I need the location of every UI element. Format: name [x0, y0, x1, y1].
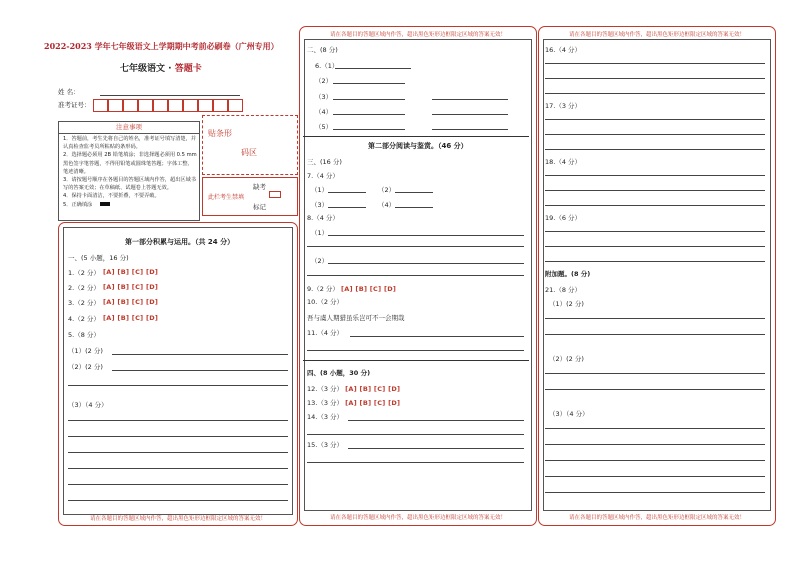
id-digit-cell[interactable]: [93, 99, 108, 112]
notice-item: 1．答题前，考生先将自己的姓名，准考证号填写清楚，并认真检查监考员所粘贴的条形码。: [63, 136, 196, 151]
q4-options[interactable]: [A] [B] [C] [D]: [103, 314, 159, 322]
q12-label-text: 12.（3 分）: [307, 385, 344, 393]
q8-label: 8.（4 分）: [307, 214, 339, 222]
notice-item-fill-example: [63, 201, 197, 209]
answer-line[interactable]: [335, 68, 411, 69]
notice-item: 3．请按题号顺序在各题目的答题区域内作答，超出区域书写的答案无效；在草稿纸、试题卷上答题无效。: [63, 177, 196, 192]
q7-3-label: （3）: [311, 201, 329, 209]
answer-line[interactable]: [328, 207, 366, 208]
answer-line[interactable]: [545, 134, 765, 135]
q2-label: 2.（2 分）: [68, 284, 100, 292]
q9-label-text: 9.（2 分）: [307, 285, 339, 293]
notice-list: [63, 135, 197, 209]
q8-1-label: （1）: [311, 229, 329, 237]
answer-line[interactable]: [545, 246, 765, 247]
q17-label: 17.（3 分）: [545, 102, 582, 110]
notice-item: 2．选择题必须用 2B 铅笔填涂；非选择题必须用 0.5 mm 黑色签字笔答题，不得用铅笔或圆珠笔答题；字体工整、笔迹清晰。: [63, 152, 197, 175]
answer-line[interactable]: [328, 235, 524, 236]
id-digit-cell[interactable]: [123, 99, 138, 112]
bonus-section-label: 附加题。(8 分): [545, 270, 591, 278]
q7-label: 7.（4 分）: [307, 172, 339, 180]
q10-sentence: 吾与虞人期猎虽乐岂可不一会期哉: [307, 314, 405, 322]
answer-line[interactable]: [545, 63, 765, 64]
q15-label: 15.（3 分）: [307, 441, 344, 449]
q13-label: [307, 398, 400, 407]
section1-label: 一、(5 小题，16 分): [68, 254, 129, 262]
q21-1-label: （1）(2 分): [549, 300, 584, 308]
q6-3-label: （3）: [315, 93, 333, 101]
q18-label: 18.（4 分）: [545, 158, 582, 166]
q12-label: [307, 384, 400, 393]
mark-label: 标记: [253, 203, 266, 211]
id-digit-cell[interactable]: [153, 99, 168, 112]
answer-line[interactable]: [68, 484, 288, 485]
answer-line[interactable]: [307, 350, 524, 351]
q6-2-label: （2）: [315, 77, 333, 85]
column2-footer-note: 请在各题目的答题区域内作答，超出黑色矩形边框限定区域的答案无效！: [329, 515, 506, 521]
id-digit-cell[interactable]: [183, 99, 198, 112]
answer-line[interactable]: [545, 205, 765, 206]
barcode-area: [202, 115, 298, 175]
q14-label: 14.（3 分）: [307, 413, 344, 421]
q21-label: 21.（8 分）: [545, 286, 582, 294]
q7-4-label: （4）: [378, 201, 396, 209]
q9-label: [307, 284, 396, 293]
column3-footer-note: 请在各题目的答题区域内作答，超出黑色矩形边框限定区域的答案无效！: [568, 515, 745, 521]
q3-label: 3.（2 分）: [68, 299, 100, 307]
answer-line[interactable]: [395, 192, 433, 193]
answer-line[interactable]: [307, 275, 524, 276]
answer-line[interactable]: [333, 99, 405, 100]
answer-line[interactable]: [68, 452, 288, 453]
absent-mark-box: [202, 177, 298, 216]
answer-line[interactable]: [545, 78, 765, 79]
fill-sample-mark: [100, 202, 110, 206]
answer-line[interactable]: [545, 492, 765, 493]
absent-label: 缺考: [253, 183, 266, 191]
part1-title: 第一部分积累与运用。（共 24 分）: [125, 238, 235, 246]
answer-line[interactable]: [545, 93, 765, 94]
answer-line[interactable]: [328, 192, 366, 193]
q5-3-label: （3）（4 分）: [68, 401, 108, 409]
id-digit-cell[interactable]: [198, 99, 213, 112]
q1-label: 1.（2 分）: [68, 269, 100, 277]
q4-label: 4.（2 分）: [68, 315, 100, 323]
answer-line[interactable]: [68, 385, 288, 386]
subtitle-separator: ·: [168, 64, 172, 74]
answer-line[interactable]: [545, 476, 765, 477]
answer-line[interactable]: [545, 318, 765, 319]
id-digit-cell[interactable]: [168, 99, 183, 112]
column3-header-note: 请在各题目的答题区域内作答，超出黑色矩形边框限定区域的答案无效！: [568, 32, 745, 38]
notice-box: [58, 121, 200, 221]
q5-1-label: （1）(2 分): [68, 347, 103, 355]
answer-line[interactable]: [432, 114, 508, 115]
id-label: 准考证号：: [58, 101, 91, 109]
answer-line[interactable]: [307, 246, 524, 247]
answer-line[interactable]: [432, 99, 508, 100]
q21-2-label: （2）(2 分): [549, 355, 584, 363]
q16-label: 16.（4 分）: [545, 46, 582, 54]
answer-line[interactable]: [545, 231, 765, 232]
barcode-label-line1: 贴条形: [208, 129, 232, 138]
q5-label: 5.（8 分）: [68, 331, 100, 339]
column2-header-note: 请在各题目的答题区域内作答，超出黑色矩形边框限定区域的答案无效！: [329, 32, 506, 38]
answer-line[interactable]: [112, 354, 288, 355]
section4-label: 四、(8 小题，30 分): [307, 369, 371, 377]
answer-card-label: 答题卡: [174, 64, 202, 74]
q13-label-text: 13.（3 分）: [307, 399, 344, 407]
notice-item: 5．正确填涂: [63, 201, 93, 208]
answer-line[interactable]: [545, 261, 765, 262]
q12-options[interactable]: [A] [B] [C] [D]: [345, 385, 401, 393]
answer-line[interactable]: [68, 420, 288, 421]
q6-4-label: （4）: [315, 108, 333, 116]
answer-line[interactable]: [545, 373, 765, 374]
answer-line[interactable]: [307, 462, 524, 463]
notice-item: 4．保持卡面清洁，不要折叠，不要弄破。: [63, 193, 160, 200]
answer-line[interactable]: [545, 460, 765, 461]
answer-sheet-subtitle: [120, 61, 202, 74]
q10-label: 10.（2 分）: [307, 298, 344, 306]
part-divider: [303, 136, 529, 137]
answer-line[interactable]: [395, 207, 433, 208]
q7-1-label: （1）: [311, 186, 329, 194]
q6-1-label: 6.（1）: [315, 62, 339, 70]
q8-2-label: （2）: [311, 257, 329, 265]
q6-5-label: （5）: [315, 123, 333, 131]
name-field[interactable]: [100, 95, 240, 96]
answer-line[interactable]: [333, 129, 405, 130]
answer-line[interactable]: [545, 190, 765, 191]
answer-line[interactable]: [307, 434, 524, 435]
q7-2-label: （2）: [378, 186, 396, 194]
answer-line[interactable]: [545, 444, 765, 445]
part1-footer-note: 请在各题目的答题区域内作答，超出黑色矩形边框限定区域的答案无效！: [89, 516, 266, 522]
q1-options[interactable]: [A] [B] [C] [D]: [103, 268, 159, 276]
name-label: 姓 名：: [58, 88, 80, 96]
answer-line[interactable]: [68, 468, 288, 469]
q5-2-label: （2）(2 分): [68, 363, 103, 371]
section2-label: 二、(8 分): [307, 46, 338, 54]
part2-title: 第二部分阅读与鉴赏。（46 分）: [368, 142, 468, 150]
answer-line[interactable]: [348, 420, 524, 421]
barcode-label-line2: 码区: [241, 148, 257, 157]
answer-line[interactable]: [68, 500, 288, 501]
answer-line[interactable]: [333, 83, 405, 84]
answer-line[interactable]: [350, 336, 524, 337]
answer-line[interactable]: [545, 149, 765, 150]
answer-line[interactable]: [432, 129, 508, 130]
id-digit-cell[interactable]: [108, 99, 123, 112]
section3-label: 三、(16 分): [307, 158, 342, 166]
answer-line[interactable]: [545, 119, 765, 120]
q11-label: 11.（4 分）: [307, 329, 344, 337]
answer-line[interactable]: [545, 175, 765, 176]
q3-options[interactable]: [A] [B] [C] [D]: [103, 298, 159, 306]
absent-checkbox[interactable]: [269, 191, 281, 198]
absent-restriction-label: 此栏考生禁填: [208, 194, 245, 201]
answer-line[interactable]: [348, 448, 524, 449]
exam-title: 2022-2023 学年七年级语文上学期期中考前必刷卷（广州专用）: [44, 41, 279, 51]
answer-line[interactable]: [545, 389, 765, 390]
id-digit-cell[interactable]: [138, 99, 153, 112]
q2-options[interactable]: [A] [B] [C] [D]: [103, 283, 159, 291]
notice-title: 注意事项: [59, 122, 199, 134]
id-digit-cell[interactable]: [213, 99, 228, 112]
section-divider: [303, 360, 529, 361]
q19-label: 19.（6 分）: [545, 214, 582, 222]
column2-panel: [299, 26, 537, 526]
q21-3-label: （3）（4 分）: [549, 410, 589, 418]
answer-line[interactable]: [545, 334, 765, 335]
answer-line[interactable]: [68, 436, 288, 437]
subject-label: 七年级语文: [120, 64, 166, 74]
answer-line[interactable]: [112, 370, 288, 371]
q9-options[interactable]: [A] [B] [C] [D]: [340, 285, 397, 293]
answer-line[interactable]: [545, 428, 765, 429]
id-digit-cell[interactable]: [228, 99, 243, 112]
answer-line[interactable]: [333, 114, 405, 115]
q13-options[interactable]: [A] [B] [C] [D]: [345, 399, 401, 407]
answer-line[interactable]: [328, 263, 524, 264]
